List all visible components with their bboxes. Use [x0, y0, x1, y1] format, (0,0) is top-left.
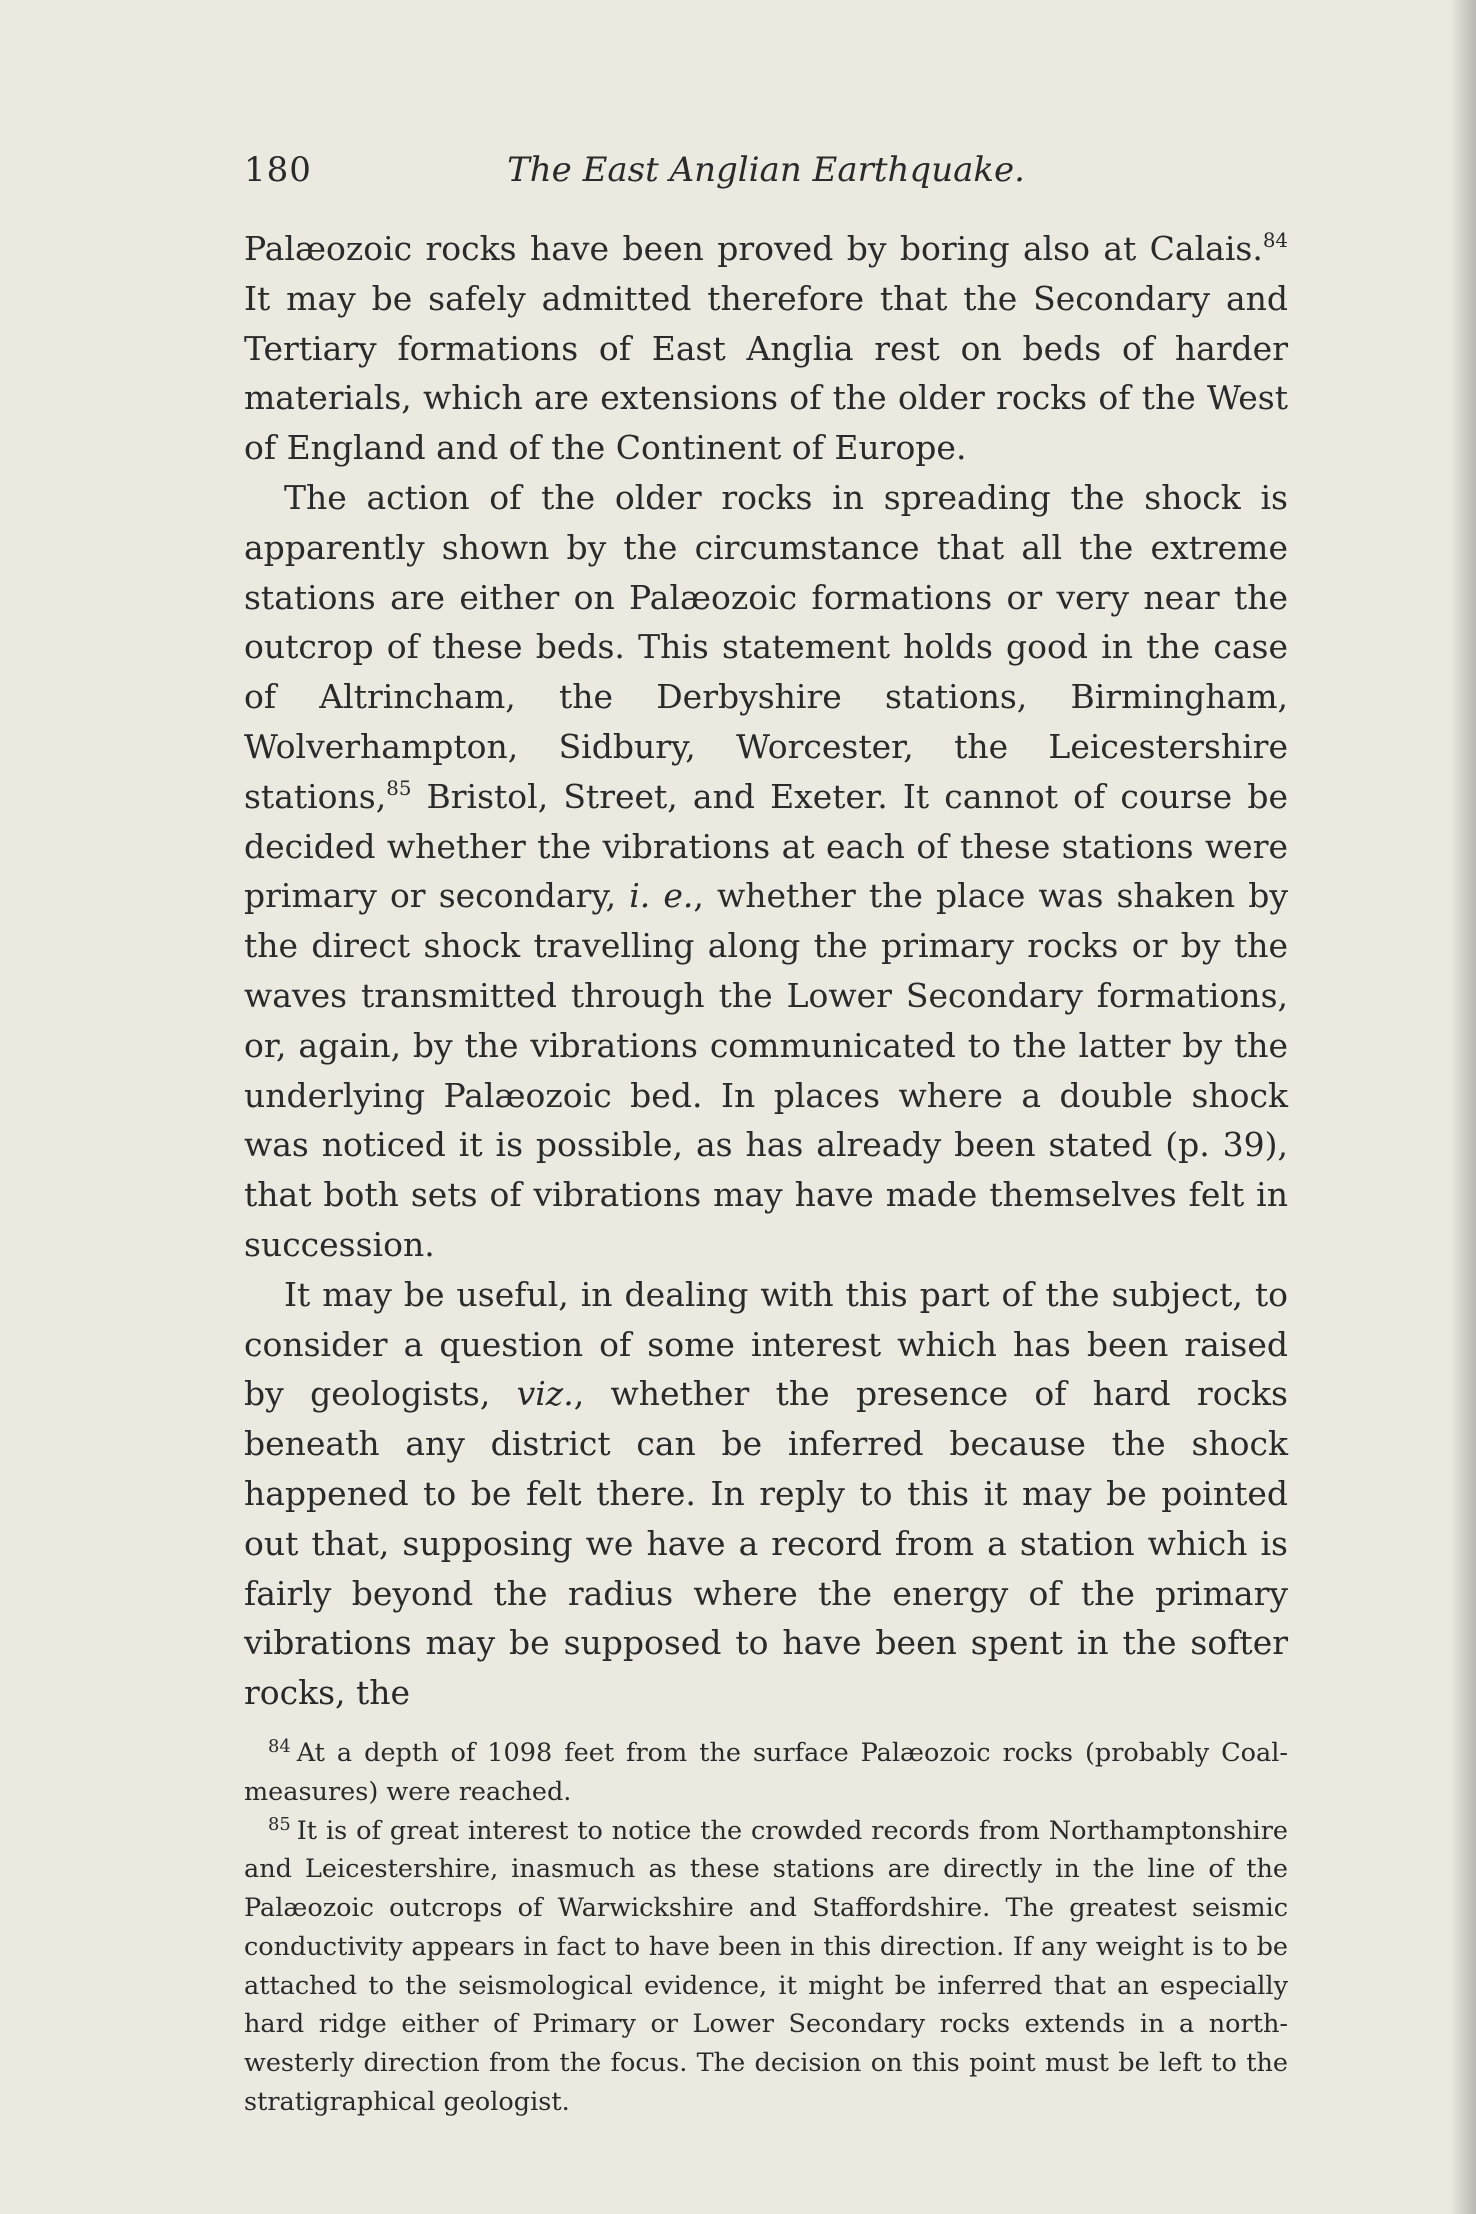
ie-abbreviation: i. e. [629, 876, 694, 916]
footnote-ref-84: 84 [1262, 229, 1288, 253]
footnotes [244, 1734, 1288, 2122]
footnote-ref-85: 85 [386, 776, 412, 800]
footnote-84 [244, 1734, 1288, 1812]
page-number: 180 [244, 150, 312, 190]
page-header [244, 140, 1288, 200]
viz-abbreviation: viz. [516, 1374, 574, 1414]
footnote-85 [244, 1812, 1288, 2122]
footnote-84-number: 84 [268, 1735, 291, 1757]
footnote-85-text: It is of great interest to notice the crowded records from Northamptonshire and Leicestershire, inasmuch as these stations are directly in the line of the Palæozoic outcrops of Warwickshire and Staffordshire. The greatest seismic conductivity appears in fact to have been in this direction. If any weight is to be attached to the seismological evidence, it might be inferred that an especially hard ridge either of Primary or Lower Secondary rocks extends in a north-westerly direction from the focus. The decision on this point must be left to the stratigraphical geologist. [244, 1815, 1288, 2118]
paragraph-2-part-3: , whether the place was shaken by the direct shock travelling along the primary rocks or by the waves transmitted through the Lower Secondary formations, or, again, by the vibrations communicated to the latter by the underlying Palæozoic bed. In places where a double shock was noticed it is possible, as has already been stated (p. 39), that both sets of vibrations may have made themselves felt in succession. [244, 876, 1288, 1264]
running-title: The East Anglian Earthquake. [507, 150, 1025, 190]
paragraph-3-part-1: It may be useful, in dealing with this part of the subject, to consider a question of some interest which has been raised by geologists, [244, 1274, 1288, 1414]
page-edge-shadow [1450, 0, 1476, 2214]
body-text [244, 224, 1288, 1718]
book-page [244, 140, 1288, 2122]
paragraph-1 [244, 224, 1288, 473]
footnote-84-text: At a depth of 1098 feet from the surface Palæozoic rocks (probably Coal-measures) were reached. [244, 1737, 1288, 1807]
footnote-85-number: 85 [268, 1813, 291, 1835]
paragraph-3-part-2: , whether the presence of hard rocks beneath any district can be inferred because the shock happened to be felt there. In reply to this it may be pointed out that, supposing we have a record from a station which is fairly beyond the radius where the energy of the primary vibrations may be supposed to have been spent in the softer rocks, the [244, 1374, 1288, 1713]
paragraph-2-part-2: Bristol, Street, and Exeter. It cannot of course be decided whether the vibrations at each of these stations were primary or secondary, [244, 776, 1288, 916]
paragraph-3 [244, 1270, 1288, 1718]
paragraph-1-text-continued: It may be safely admitted therefore that the Secondary and Tertiary formations of East Anglia rest on beds of harder materials, which are extensions of the older rocks of the West of England and of the Continent of Europe. [244, 278, 1288, 468]
paragraph-1-text: Palæozoic rocks have been proved by boring also at Calais. [244, 229, 1263, 268]
paragraph-2-part-1: The action of the older rocks in spreading the shock is apparently shown by the circumstance that all the extreme stations are either on Palæozoic formations or very near the outcrop of these beds. This statement holds good in the case of Altrincham, the Derbyshire stations, Birmingham, Wolverhampton, Sidbury, Worcester, the Leicestershire stations, [244, 477, 1288, 816]
paragraph-2 [244, 473, 1288, 1270]
